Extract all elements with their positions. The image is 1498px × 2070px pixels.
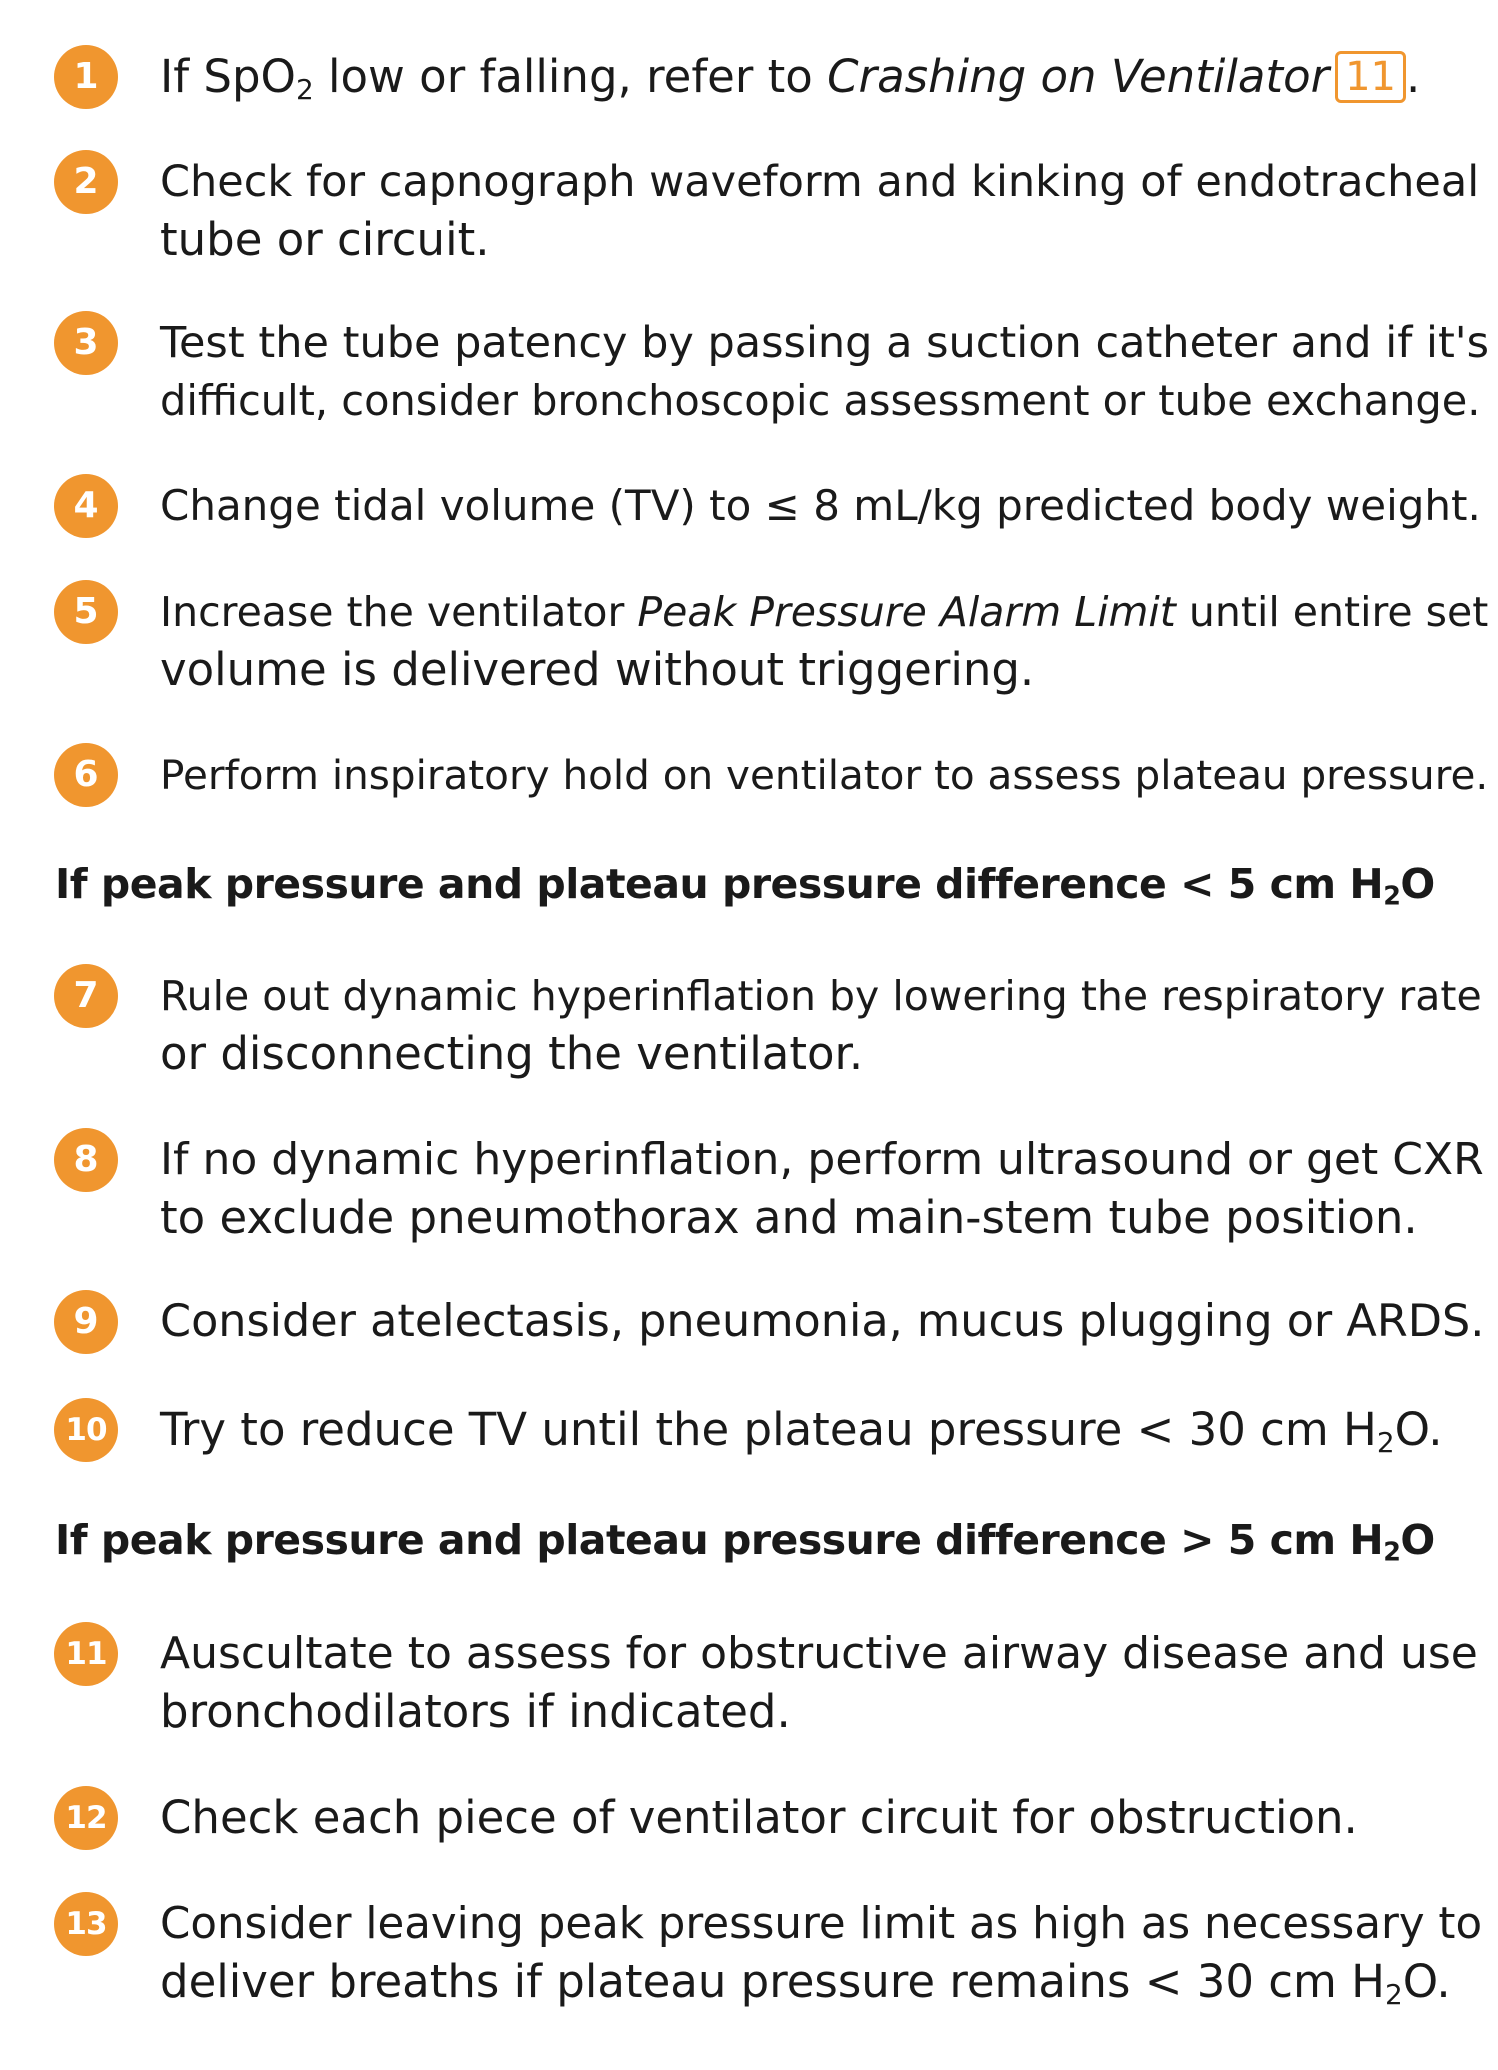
section-reference-box: 11: [1335, 51, 1406, 103]
step-text-line-2: volume is delivered without triggering.: [160, 643, 1035, 696]
step-text: Check each piece of ventilator circuit for obstruction.: [160, 1791, 1358, 1844]
step-text: Change tidal volume (TV) to ≤ 8 mL/kg predicted body weight.: [160, 481, 1481, 530]
step-number-badge: 13: [54, 1892, 118, 1956]
step-text: If SpO$_2$ low or falling, refer to Crashing on Ventilator 11 .: [160, 50, 1421, 106]
step-text-line-1: Auscultate to assess for obstructive airway disease and use: [160, 1628, 1478, 1679]
step-text-line-2: or disconnecting the ventilator.: [160, 1027, 864, 1080]
step-number-badge: 1: [54, 45, 118, 109]
step-number-badge: 2: [54, 150, 118, 214]
step-text-line-1: Increase the ventilator Peak Pressure Alarm Limit until entire set: [160, 588, 1489, 636]
step-number-badge: 5: [54, 580, 118, 644]
step-number-badge: 8: [54, 1128, 118, 1192]
step-number-badge: 10: [54, 1398, 118, 1462]
step-number-badge: 4: [54, 474, 118, 538]
step-number-badge: 7: [54, 964, 118, 1028]
step-number-badge: 9: [54, 1290, 118, 1354]
step-text: Try to reduce TV until the plateau pressure < 30 cm $H_2O$.: [160, 1403, 1443, 1459]
step-text: Perform inspiratory hold on ventilator to assess plateau pressure.: [160, 751, 1489, 799]
step-text-line-1: Consider leaving peak pressure limit as high as necessary to: [160, 1899, 1483, 1949]
step-text-line-2: tube or circuit.: [160, 213, 490, 266]
step-number-badge: 6: [54, 743, 118, 807]
step-text-line-1: Check for capnograph waveform and kinking of endotracheal: [160, 157, 1480, 207]
step-text-line-2: to exclude pneumothorax and main-stem tube position.: [160, 1191, 1418, 1244]
step-number-badge: 11: [54, 1622, 118, 1686]
section-heading-high-difference: If peak pressure and plateau pressure difference > 5 cm $H_2O$: [55, 1516, 1435, 1567]
step-text-line-2: bronchodilators if indicated.: [160, 1685, 791, 1738]
section-heading-low-difference: If peak pressure and plateau pressure difference < 5 cm $H_2O$: [55, 860, 1435, 911]
step-number-badge: 12: [54, 1786, 118, 1850]
step-text-line-2: deliver breaths if plateau pressure remains < 30 cm $H_2O$.: [160, 1955, 1451, 2011]
step-text: Consider atelectasis, pneumonia, mucus plugging or ARDS.: [160, 1296, 1485, 1347]
step-text-line-2: difficult, consider bronchoscopic assessment or tube exchange.: [160, 376, 1481, 425]
step-text-line-1: Test the tube patency by passing a suction catheter and if it's: [160, 318, 1490, 368]
step-text-line-1: If no dynamic hyperinflation, perform ultrasound or get CXR: [160, 1134, 1484, 1185]
step-number-badge: 3: [54, 311, 118, 375]
step-text-line-1: Rule out dynamic hyperinflation by lowering the respiratory rate: [160, 972, 1482, 1020]
